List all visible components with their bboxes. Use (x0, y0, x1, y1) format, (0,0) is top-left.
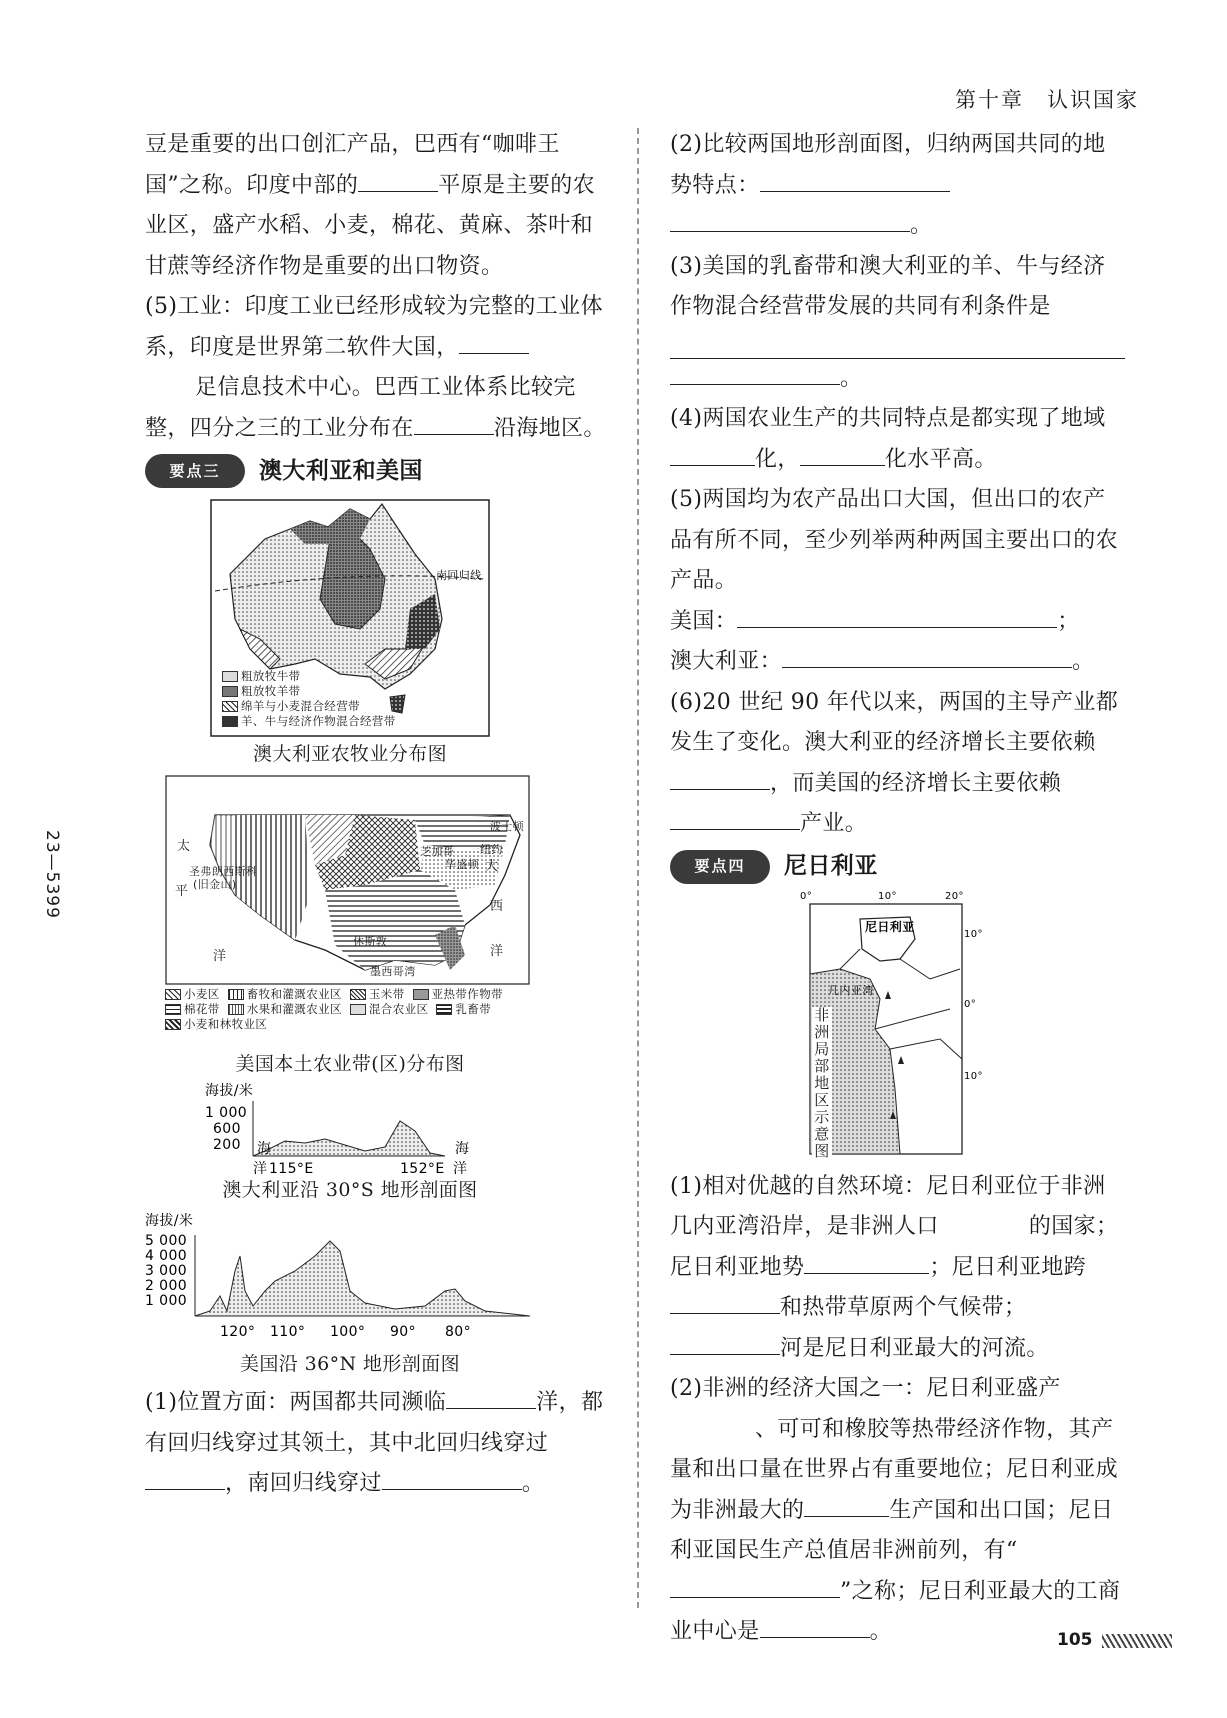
svg-text:2 000: 2 000 (145, 1278, 188, 1294)
section-badge: 要点四 (670, 850, 770, 884)
legend-item: 水果和灌溉农业区 (228, 1002, 342, 1017)
svg-text:纽约: 纽约 (480, 843, 503, 856)
svg-text:600: 600 (213, 1121, 241, 1137)
svg-text:4 000: 4 000 (145, 1248, 188, 1264)
svg-text:芝加哥: 芝加哥 (420, 845, 455, 858)
svg-text:洋: 洋 (213, 949, 227, 964)
blank-crop[interactable] (670, 1411, 755, 1436)
legend-item: 小麦区 (165, 987, 220, 1002)
svg-text:波士顿: 波士顿 (490, 820, 525, 833)
blank-australia-growth[interactable] (670, 764, 770, 790)
svg-text:海: 海 (455, 1141, 470, 1157)
blank-commerce-center[interactable] (760, 1612, 870, 1638)
australia-profile-chart (205, 1081, 495, 1177)
question-6: (6)20 世纪 90 年代以来，两国的主导产业都发生了变化。澳大利亚的经济增长主要依赖，而美国的经济增长主要依赖产业。 (670, 689, 1119, 836)
australia-agriculture-map (210, 499, 490, 737)
blank-brazil-industry[interactable] (414, 409, 494, 435)
right-column: (2)比较两国地形剖面图，归纳两国共同的地势特点： 。 (3)美国的乳畜带和澳大利亚的羊、牛与经济作物混合经营带发展的共同有利条件是 。 (4)两国农业生产的共同特点是都实现了地域化， 化水平高。 (5)两国均为农产品出口大国，但出口的农产品有所不同，至少列举两种两国主要出口的农产品。 美国： ； 澳大利亚： 。 (6)20 世纪 90 年代以来，两国的主导产业都发生了变化。澳大利亚的经济增长主要依赖，而美国的经济增长主要依赖产业。 要点四 尼日利亚 尼日利亚 几内亚湾 0° 10° 20° 10° 0° 10° 非洲局部地区示意图 (1)相对优越的自然环境：尼日利亚位于非洲几内亚湾沿岸，是非洲人口 的国家；尼日利亚地势 ；尼日利亚地跨和热带草原两个气候带； 河是尼日利亚最大的河流。 (2)非洲的经济大国之一：尼日利亚盛产 、可可和橡胶等热带经济作物，其产量和出口量在世界占有重要地位；尼日利亚成为非洲最大的 生产国和出口国；尼日利亚国民生产总值居非洲前列，有“”之称；尼日利亚最大的工商业中心是 。 (670, 125, 1125, 1653)
section-heading-nigeria (670, 845, 1125, 889)
tropic-label: 南回归线 (436, 569, 482, 582)
legend-item: 小麦和林牧业区 (165, 1017, 530, 1032)
svg-text:0°: 0° (800, 890, 813, 902)
legend-item: 玉米带 (350, 987, 405, 1002)
svg-text:大: 大 (485, 859, 499, 874)
svg-text:海拔/米: 海拔/米 (145, 1213, 194, 1229)
profile-shape (253, 1121, 445, 1156)
usa-profile-chart (145, 1211, 555, 1351)
blank-australia-exports[interactable] (782, 642, 1072, 668)
question-5: (5)两国均为农产品出口大国，但出口的农产品有所不同，至少列举两种两国主要出口的农产品。 美国： ； 澳大利亚： 。 (670, 487, 1119, 674)
legend-item: 亚热带作物带 (413, 987, 503, 1002)
svg-text:10°: 10° (878, 890, 897, 902)
svg-text:西: 西 (490, 899, 504, 914)
blank-population[interactable] (939, 1208, 1029, 1233)
usa-profile-caption: 美国沿 36°N 地形剖面图 (240, 1353, 460, 1375)
legend-item: 粗放牧牛带 (222, 669, 396, 684)
svg-text:圣弗朗西斯科: 圣弗朗西斯科 (189, 865, 258, 878)
svg-text:洋: 洋 (453, 1161, 468, 1177)
side-code: 23—5399 (42, 830, 62, 919)
svg-text:10°: 10° (964, 1070, 983, 1082)
column-divider (637, 128, 639, 1608)
blank-nickname[interactable] (670, 1572, 840, 1598)
svg-text:太: 太 (177, 839, 191, 854)
svg-text:墨西哥湾: 墨西哥湾 (370, 965, 416, 978)
gulf-label: 几内亚湾 (828, 983, 874, 997)
svg-text:110°: 110° (270, 1324, 306, 1340)
blank-tropic-north[interactable] (145, 1464, 225, 1490)
svg-text:休斯敦: 休斯敦 (353, 935, 388, 948)
blank-favorable-conditions-2[interactable] (670, 359, 840, 385)
section-title: 澳大利亚和美国 (259, 457, 423, 484)
legend-item: 混合农业区 (350, 1002, 429, 1017)
blank-regionalization[interactable] (670, 440, 755, 466)
usa-legend (165, 987, 530, 1032)
blank-usa-growth[interactable] (670, 804, 800, 830)
blank-oil[interactable] (804, 1491, 889, 1517)
legend-item: 羊、牛与经济作物混合经营带 (222, 714, 396, 729)
svg-text:(旧金山): (旧金山) (193, 878, 237, 891)
legend-item: 畜牧和灌溉农业区 (228, 987, 342, 1002)
nigeria-label: 尼日利亚 (865, 919, 915, 934)
question-1: (1)位置方面：两国都共同濒临 洋，都有回归线穿过其领土，其中北回归线穿过 ，南回归线穿过 。 (145, 1383, 615, 1505)
blank-india-it-center[interactable] (459, 328, 529, 354)
svg-text:5 000: 5 000 (145, 1233, 188, 1249)
legend-item: 乳畜带 (436, 1002, 491, 1017)
blank-mechanization[interactable] (800, 440, 885, 466)
blank-terrain-trait[interactable] (760, 166, 950, 192)
section-heading-australia-usa (145, 449, 615, 493)
svg-text:152°E: 152°E (400, 1161, 445, 1177)
nigeria-question-1: (1)相对优越的自然环境：尼日利亚位于非洲几内亚湾沿岸，是非洲人口 的国家；尼日利亚地势 ；尼日利亚地跨和热带草原两个气候带； 河是尼日利亚最大的河流。 (670, 1173, 1119, 1361)
industry-paragraph: (5)工业：印度工业已经形成较为完整的工业体系，印度是世界第二软件大国， 足信息技术中心。巴西工业体系比较完整，四分之三的工业分布在 沿海地区。 (145, 294, 606, 441)
svg-text:洋: 洋 (253, 1161, 268, 1177)
svg-text:100°: 100° (330, 1324, 366, 1340)
section-badge: 要点三 (145, 454, 245, 488)
blank-terrain-trait-2[interactable] (670, 206, 910, 232)
blank-ocean[interactable] (446, 1383, 536, 1409)
usa-agriculture-map (165, 775, 530, 1047)
legend-item: 棉花带 (165, 1002, 220, 1017)
section-title: 尼日利亚 (784, 853, 878, 880)
svg-text:20°: 20° (945, 890, 964, 902)
svg-text:1 000: 1 000 (145, 1293, 188, 1309)
blank-terrain[interactable] (804, 1248, 929, 1274)
svg-text:华盛顿: 华盛顿 (445, 858, 480, 871)
legend-item: 绵羊与小麦混合经营带 (222, 699, 396, 714)
profile-shape (195, 1241, 530, 1316)
chapter-header: 第十章 认识国家 (955, 88, 1139, 112)
blank-india-plain[interactable] (358, 166, 438, 192)
blank-favorable-conditions[interactable] (670, 328, 1125, 359)
india-agriculture-paragraph: 豆是重要的出口创汇产品，巴西有“咖啡王国”之称。印度中部的 平原是主要的农业区，盛产水稻、小麦，棉花、黄麻、茶叶和甘蔗等经济作物是重要的出口物资。 (145, 132, 596, 279)
svg-text:平: 平 (175, 884, 189, 899)
svg-text:海拔/米: 海拔/米 (205, 1083, 254, 1099)
question-4: (4)两国农业生产的共同特点是都实现了地域化， 化水平高。 (670, 406, 1106, 472)
svg-text:1 000: 1 000 (205, 1105, 248, 1121)
svg-text:115°E: 115°E (269, 1161, 314, 1177)
question-3: (3)美国的乳畜带和澳大利亚的羊、牛与经济作物混合经营带发展的共同有利条件是 (670, 253, 1106, 319)
blank-river[interactable] (670, 1329, 780, 1355)
blank-usa-exports[interactable] (737, 602, 1057, 628)
page-number: 105 (1057, 1630, 1093, 1650)
svg-text:10°: 10° (964, 928, 983, 940)
svg-text:80°: 80° (445, 1324, 472, 1340)
svg-text:海: 海 (257, 1141, 272, 1157)
nigeria-question-2: (2)非洲的经济大国之一：尼日利亚盛产 、可可和橡胶等热带经济作物，其产量和出口量在世界占有重要地位；尼日利亚成为非洲最大的 生产国和出口国；尼日利亚国民生产总值居非洲前列，有“”之称；尼日利亚最大的工商业中心是 。 (670, 1376, 1121, 1644)
australia-map-caption: 澳大利亚农牧业分布图 (252, 743, 447, 765)
svg-text:0°: 0° (964, 998, 977, 1010)
blank-climate[interactable] (670, 1288, 780, 1314)
legend-item: 粗放牧羊带 (222, 684, 396, 699)
australia-profile-caption: 澳大利亚沿 30°S 地形剖面图 (222, 1179, 478, 1201)
page-number-decoration (1102, 1634, 1172, 1648)
usa-map-caption: 美国本土农业带(区)分布图 (235, 1053, 465, 1075)
svg-text:120°: 120° (220, 1324, 256, 1340)
svg-text:200: 200 (213, 1137, 241, 1153)
map-vertical-title: 非洲局部地区示意图 (812, 1007, 832, 1160)
left-column (145, 125, 615, 1505)
svg-text:洋: 洋 (490, 944, 504, 959)
svg-text:90°: 90° (390, 1324, 417, 1340)
svg-text:3 000: 3 000 (145, 1263, 188, 1279)
australia-legend (222, 669, 396, 729)
nigeria-map (800, 889, 983, 1160)
question-2: (2)比较两国地形剖面图，归纳两国共同的地势特点： 。 (670, 132, 1106, 238)
blank-tropic-south[interactable] (382, 1464, 522, 1490)
